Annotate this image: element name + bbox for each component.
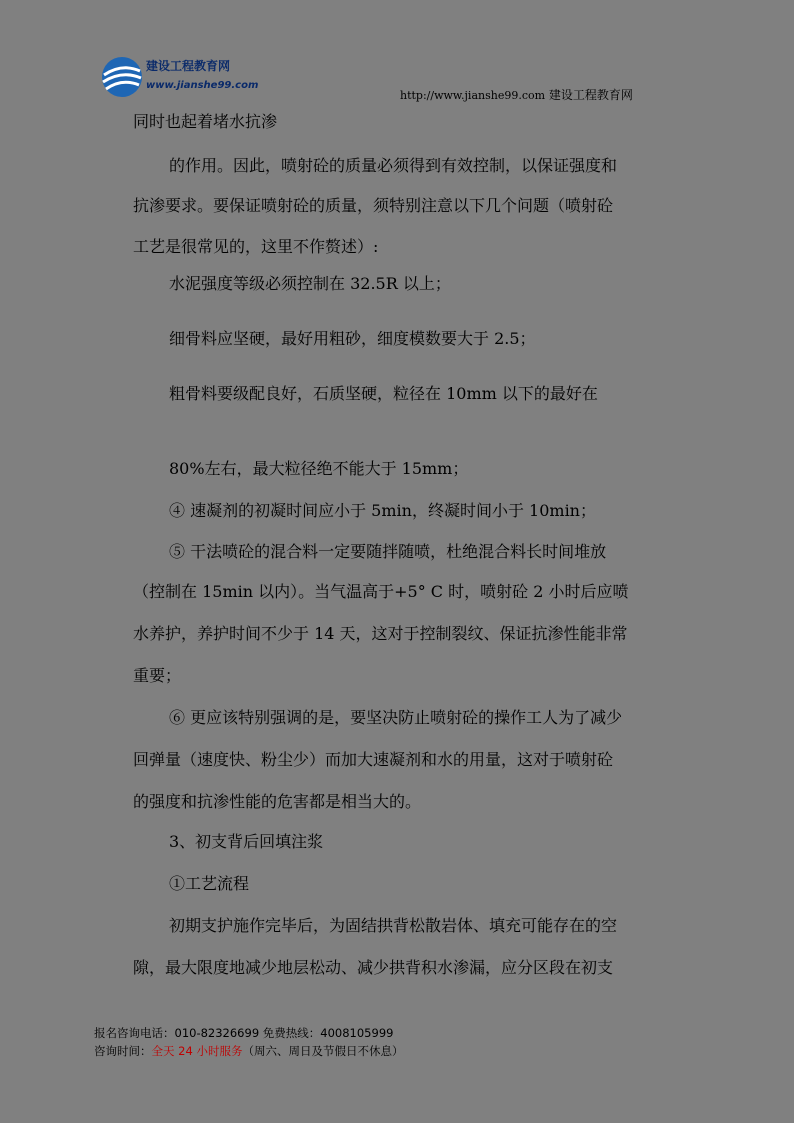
text-line: ④ 速凝剂的初凝时间应小于 5min，终凝时间小于 10min； [169,501,596,520]
header-link[interactable] [400,86,633,103]
section-heading: 3、初支背后回填注浆 [169,832,324,851]
text-line: 粗骨料要级配良好，石质坚硬，粒径在 10mm 以下的最好在 [169,384,598,403]
text-line: ⑤ 干法喷砼的混合料一定要随拌随喷，杜绝混合料长时间堆放 [169,542,607,561]
text-line: ⑥ 更应该特别强调的是，要坚决防止喷射砼的操作工人为了减少 [169,708,623,727]
text-line: 细骨料应坚硬，最好用粗砂，细度模数要大于 2.5； [169,329,536,348]
text-line: 隙，最大限度地减少地层松动、减少拱背积水渗漏，应分区段在初支 [133,958,614,977]
subsection-heading: ①工艺流程 [169,874,250,893]
logo-url: www.jianshe99.com [146,80,259,91]
text-line: 初期支护施作完毕后，为固结拱背松散岩体、填充可能存在的空 [169,916,618,935]
text-line: 回弹量（速度快、粉尘少）而加大速凝剂和水的用量，这对于喷射砼 [133,750,614,769]
text-line: 抗渗要求。要保证喷射砼的质量，须特别注意以下几个问题（喷射砼 [133,196,614,215]
page-footer [94,1024,403,1060]
footer-contact-line: 报名咨询电话：010-82326699 免费热线：4008105999 [94,1026,394,1040]
text-line: 同时也起着堵水抗渗 [133,112,278,131]
text-line: 水泥强度等级必须控制在 32.5R 以上； [169,274,451,293]
header-site-name: 建设工程教育网 [548,88,633,102]
header-url: http://www.jianshe99.com [400,89,546,102]
footer-hours-highlight: 全天 24 小时服务 [151,1044,243,1058]
site-logo[interactable] [100,55,259,101]
text-line: （控制在 15min 以内）。当气温高于+5° C 时，喷射砼 2 小时后应喷 [133,582,629,601]
globe-logo-icon [100,55,144,99]
text-line: 的作用。因此，喷射砼的质量必须得到有效控制，以保证强度和 [169,156,618,175]
footer-hours-note: （周六、周日及节假日不休息） [242,1044,404,1058]
footer-hours-label: 咨询时间： [94,1044,152,1058]
page-header [100,55,660,105]
logo-title: 建设工程教育网 [146,59,231,73]
text-line: 重要； [133,666,182,685]
text-line: 工艺是很常见的，这里不作赘述）: [133,237,379,256]
text-line: 80%左右，最大粒径绝不能大于 15mm； [169,459,469,478]
text-line: 水养护，养护时间不少于 14 天，这对于控制裂纹、保证抗渗性能非常 [133,624,628,643]
text-line: 的强度和抗渗性能的危害都是相当大的。 [133,792,422,811]
footer-hours-line [94,1042,403,1060]
